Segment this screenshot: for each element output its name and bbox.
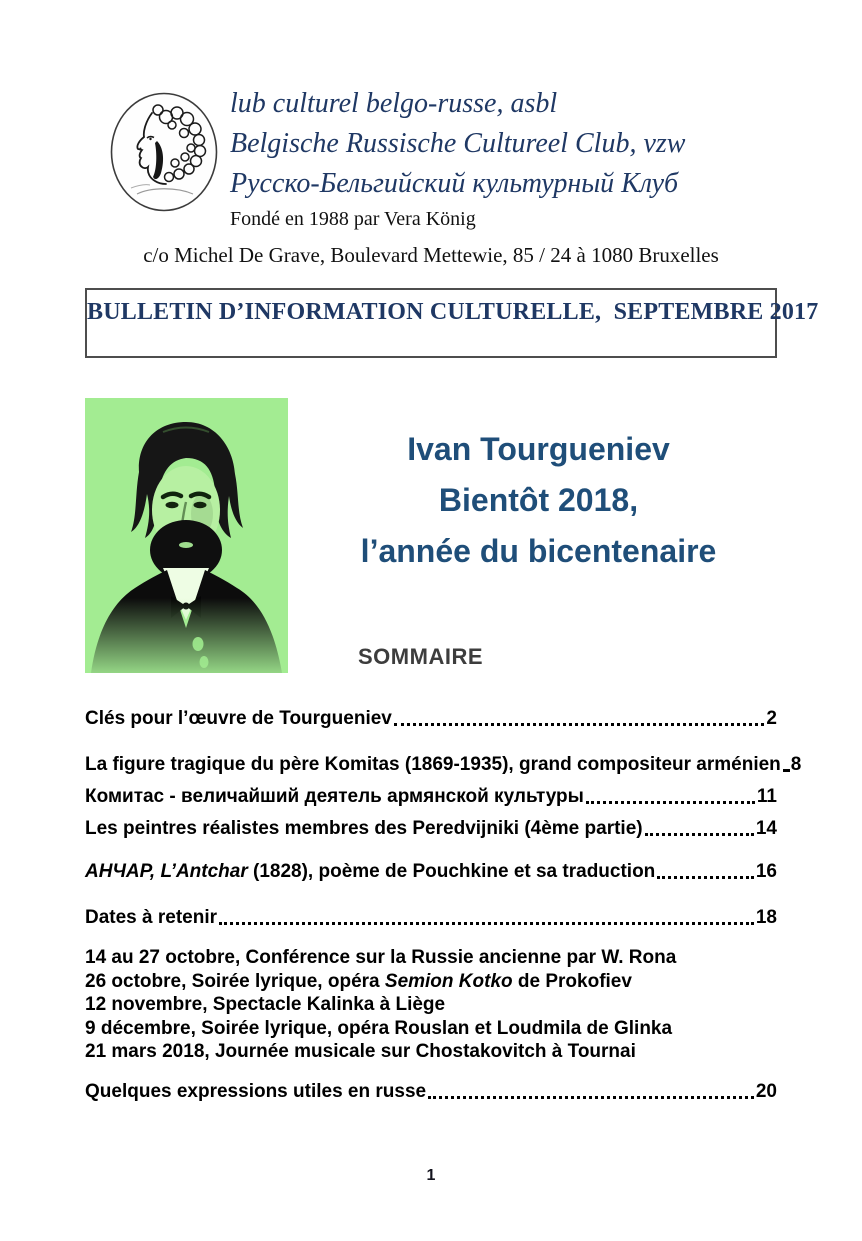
club-logo bbox=[109, 91, 219, 213]
headline-line-2: Bientôt 2018, bbox=[438, 482, 639, 518]
headline-line-1: Ivan Tourgueniev bbox=[407, 431, 670, 467]
dot-leader bbox=[428, 1096, 754, 1099]
dot-leader bbox=[219, 922, 754, 925]
issue-headline bbox=[300, 424, 777, 577]
bulletin-banner bbox=[85, 288, 819, 358]
pushkin-profile-icon bbox=[109, 91, 219, 213]
sommaire-heading: SOMMAIRE bbox=[358, 644, 483, 669]
event-item bbox=[85, 970, 777, 994]
club-name-nl: Belgische Russische Cultureel Club, vzw bbox=[230, 128, 686, 159]
club-name-ru: Русско-Бельгийский культурный Клуб bbox=[230, 168, 679, 199]
postal-address: c/o Michel De Grave, Boulevard Mettewie, 85 / 24 à 1080 Bruxelles bbox=[143, 243, 719, 267]
toc-entry-label: Dates à retenir bbox=[85, 907, 218, 928]
club-name-fr: lub culturel belgo-russe, asbl bbox=[230, 88, 558, 119]
toc-entry-label: Clés pour l’œuvre de Tourgueniev bbox=[85, 708, 392, 729]
table-of-contents bbox=[85, 707, 802, 1104]
event-item: 14 au 27 octobre, Conférence sur la Russie ancienne par W. Rona bbox=[85, 947, 677, 968]
tourgueniev-portrait-image bbox=[85, 398, 288, 673]
event-text-post: de Prokofiev bbox=[512, 970, 632, 992]
dot-leader bbox=[657, 876, 754, 879]
toc-entry bbox=[85, 707, 777, 731]
dot-leader bbox=[394, 723, 765, 726]
toc-entry-label: Комитас - величайший деятель армянской культуры bbox=[85, 786, 584, 807]
toc-entry-page: 16 bbox=[755, 861, 777, 882]
toc-entry-page: 8 bbox=[790, 754, 802, 775]
event-item: 9 décembre, Soirée lyrique, opéra Rouslan et Loudmila de Glinka bbox=[85, 1017, 673, 1039]
event-opera-title: Semion Kotko bbox=[384, 970, 513, 992]
dates-list bbox=[85, 946, 777, 1064]
founded-line: Fondé en 1988 par Vera König bbox=[230, 208, 476, 230]
toc-entry-page: 14 bbox=[755, 818, 777, 839]
dot-leader bbox=[645, 833, 754, 836]
bulletin-title: BULLETIN D’INFORMATION CULTURELLE, SEPTEMBRE 2017 bbox=[87, 299, 819, 325]
event-item: 12 novembre, Spectacle Kalinka à Liège bbox=[85, 994, 446, 1015]
toc-entry bbox=[85, 860, 777, 884]
dot-leader bbox=[586, 801, 755, 804]
toc-entry-label-rest: (1828), poème de Pouchkine et sa traduction bbox=[247, 861, 656, 882]
toc-entry bbox=[85, 785, 777, 809]
tourgueniev-portrait bbox=[85, 398, 288, 673]
toc-entry-page: 11 bbox=[756, 786, 777, 807]
dot-leader bbox=[783, 769, 789, 772]
toc-entry-page: 2 bbox=[766, 708, 777, 729]
page-number: 1 bbox=[426, 1167, 436, 1184]
toc-entry-page: 20 bbox=[755, 1080, 777, 1102]
club-titles bbox=[230, 84, 685, 231]
event-item: 21 mars 2018, Journée musicale sur Chostakovitch à Tournai bbox=[85, 1041, 636, 1062]
toc-entry-label: Les peintres réalistes membres des Peredvijniki (4ème partie) bbox=[85, 818, 643, 839]
toc-entry-label bbox=[85, 860, 655, 884]
toc-entry bbox=[85, 906, 777, 930]
toc-entry-page: 18 bbox=[755, 907, 777, 928]
toc-entry-label: La figure tragique du père Komitas (1869-1935), grand compositeur arménien bbox=[85, 754, 781, 775]
header bbox=[85, 86, 777, 236]
headline-line-3: l’année du bicentenaire bbox=[360, 533, 717, 569]
toc-entry-label-italic: АНЧАР, L’Antchar bbox=[85, 861, 248, 882]
toc-entry bbox=[85, 817, 777, 841]
toc-entry-label: Quelques expressions utiles en russe bbox=[85, 1080, 427, 1102]
event-text-pre: 26 octobre, Soirée lyrique, opéra bbox=[85, 970, 385, 992]
toc-entry bbox=[85, 1080, 777, 1104]
toc-entry bbox=[85, 753, 802, 777]
